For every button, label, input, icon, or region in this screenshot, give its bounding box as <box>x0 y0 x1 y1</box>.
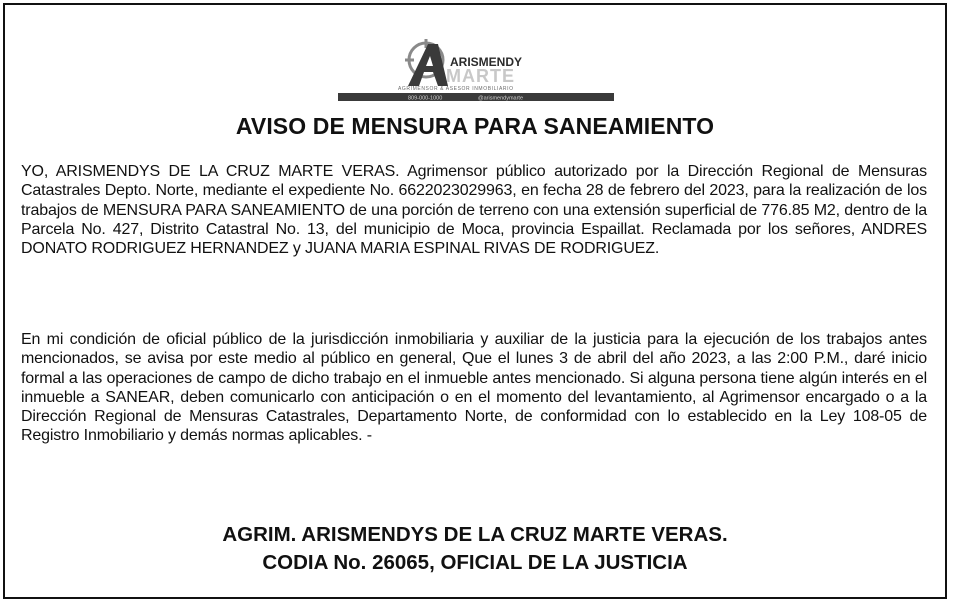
notice-title: AVISO DE MENSURA PARA SANEAMIENTO <box>235 113 715 139</box>
logo-tagline: AGRIMENSOR & ASESOR INMOBILIARIO <box>398 86 514 92</box>
notice-paragraph-1: YO, ARISMENDYS DE LA CRUZ MARTE VERAS. Agrimensor público autorizado por la Dirección Regional de Mensuras Catastrales Depto. Norte, mediante el expediente No. 6622023029963, en fecha 28 de febrero del 2023, para la realización de los trabajos de MENSURA PARA SANEAMIENTO de una porción de terreno con una extensión superficial de 776.85 M2, dentro de la Parcela No. 427, Distrito Catastral No. 13, del municipio de Moca, provincia Espaillat. Reclamada por los señores, ANDRES DONATO RODRIGUEZ HERNANDEZ y JUANA MARIA ESPINAL RIVAS DE RODRIGUEZ. <box>21 163 927 258</box>
signature-credentials: CODIA No. 26065, OFICIAL DE LA JUSTICIA <box>262 551 688 574</box>
logo-contact-phone: 809-000-1000 <box>408 95 443 102</box>
notice-paragraph-2: En mi condición de oficial público de la jurisdicción inmobiliaria y auxiliar de la justicia para la ejecución de los trabajos antes mencionados, se avisa por este medio al público en general, Que el lunes 3 de abril del año 2023, a las 2:00 P.M., daré inicio formal a las operaciones de campo de dicho trabajo en el inmueble antes mencionado. Si alguna persona tiene algún interés en el inmueble a SANEAR, deben comunicarlo con anticipación o en el momento del levantamiento, al Agrimensor encargado o a la Dirección Regional de Mensuras Catastrales, Departamento Norte, de conformidad con lo establecido en la Ley 108-05 de Registro Inmobiliario y demás normas aplicables. - <box>21 331 927 445</box>
signature-name: AGRIM. ARISMENDYS DE LA CRUZ MARTE VERAS. <box>222 523 728 546</box>
logo-brand-bottom: MARTE <box>446 66 515 86</box>
logo-contact-handle: @arismendymarte <box>478 95 524 102</box>
logo-brand-top: ARISMENDY <box>450 55 523 69</box>
company-logo <box>338 36 614 104</box>
logo-contact-bar <box>338 93 614 101</box>
